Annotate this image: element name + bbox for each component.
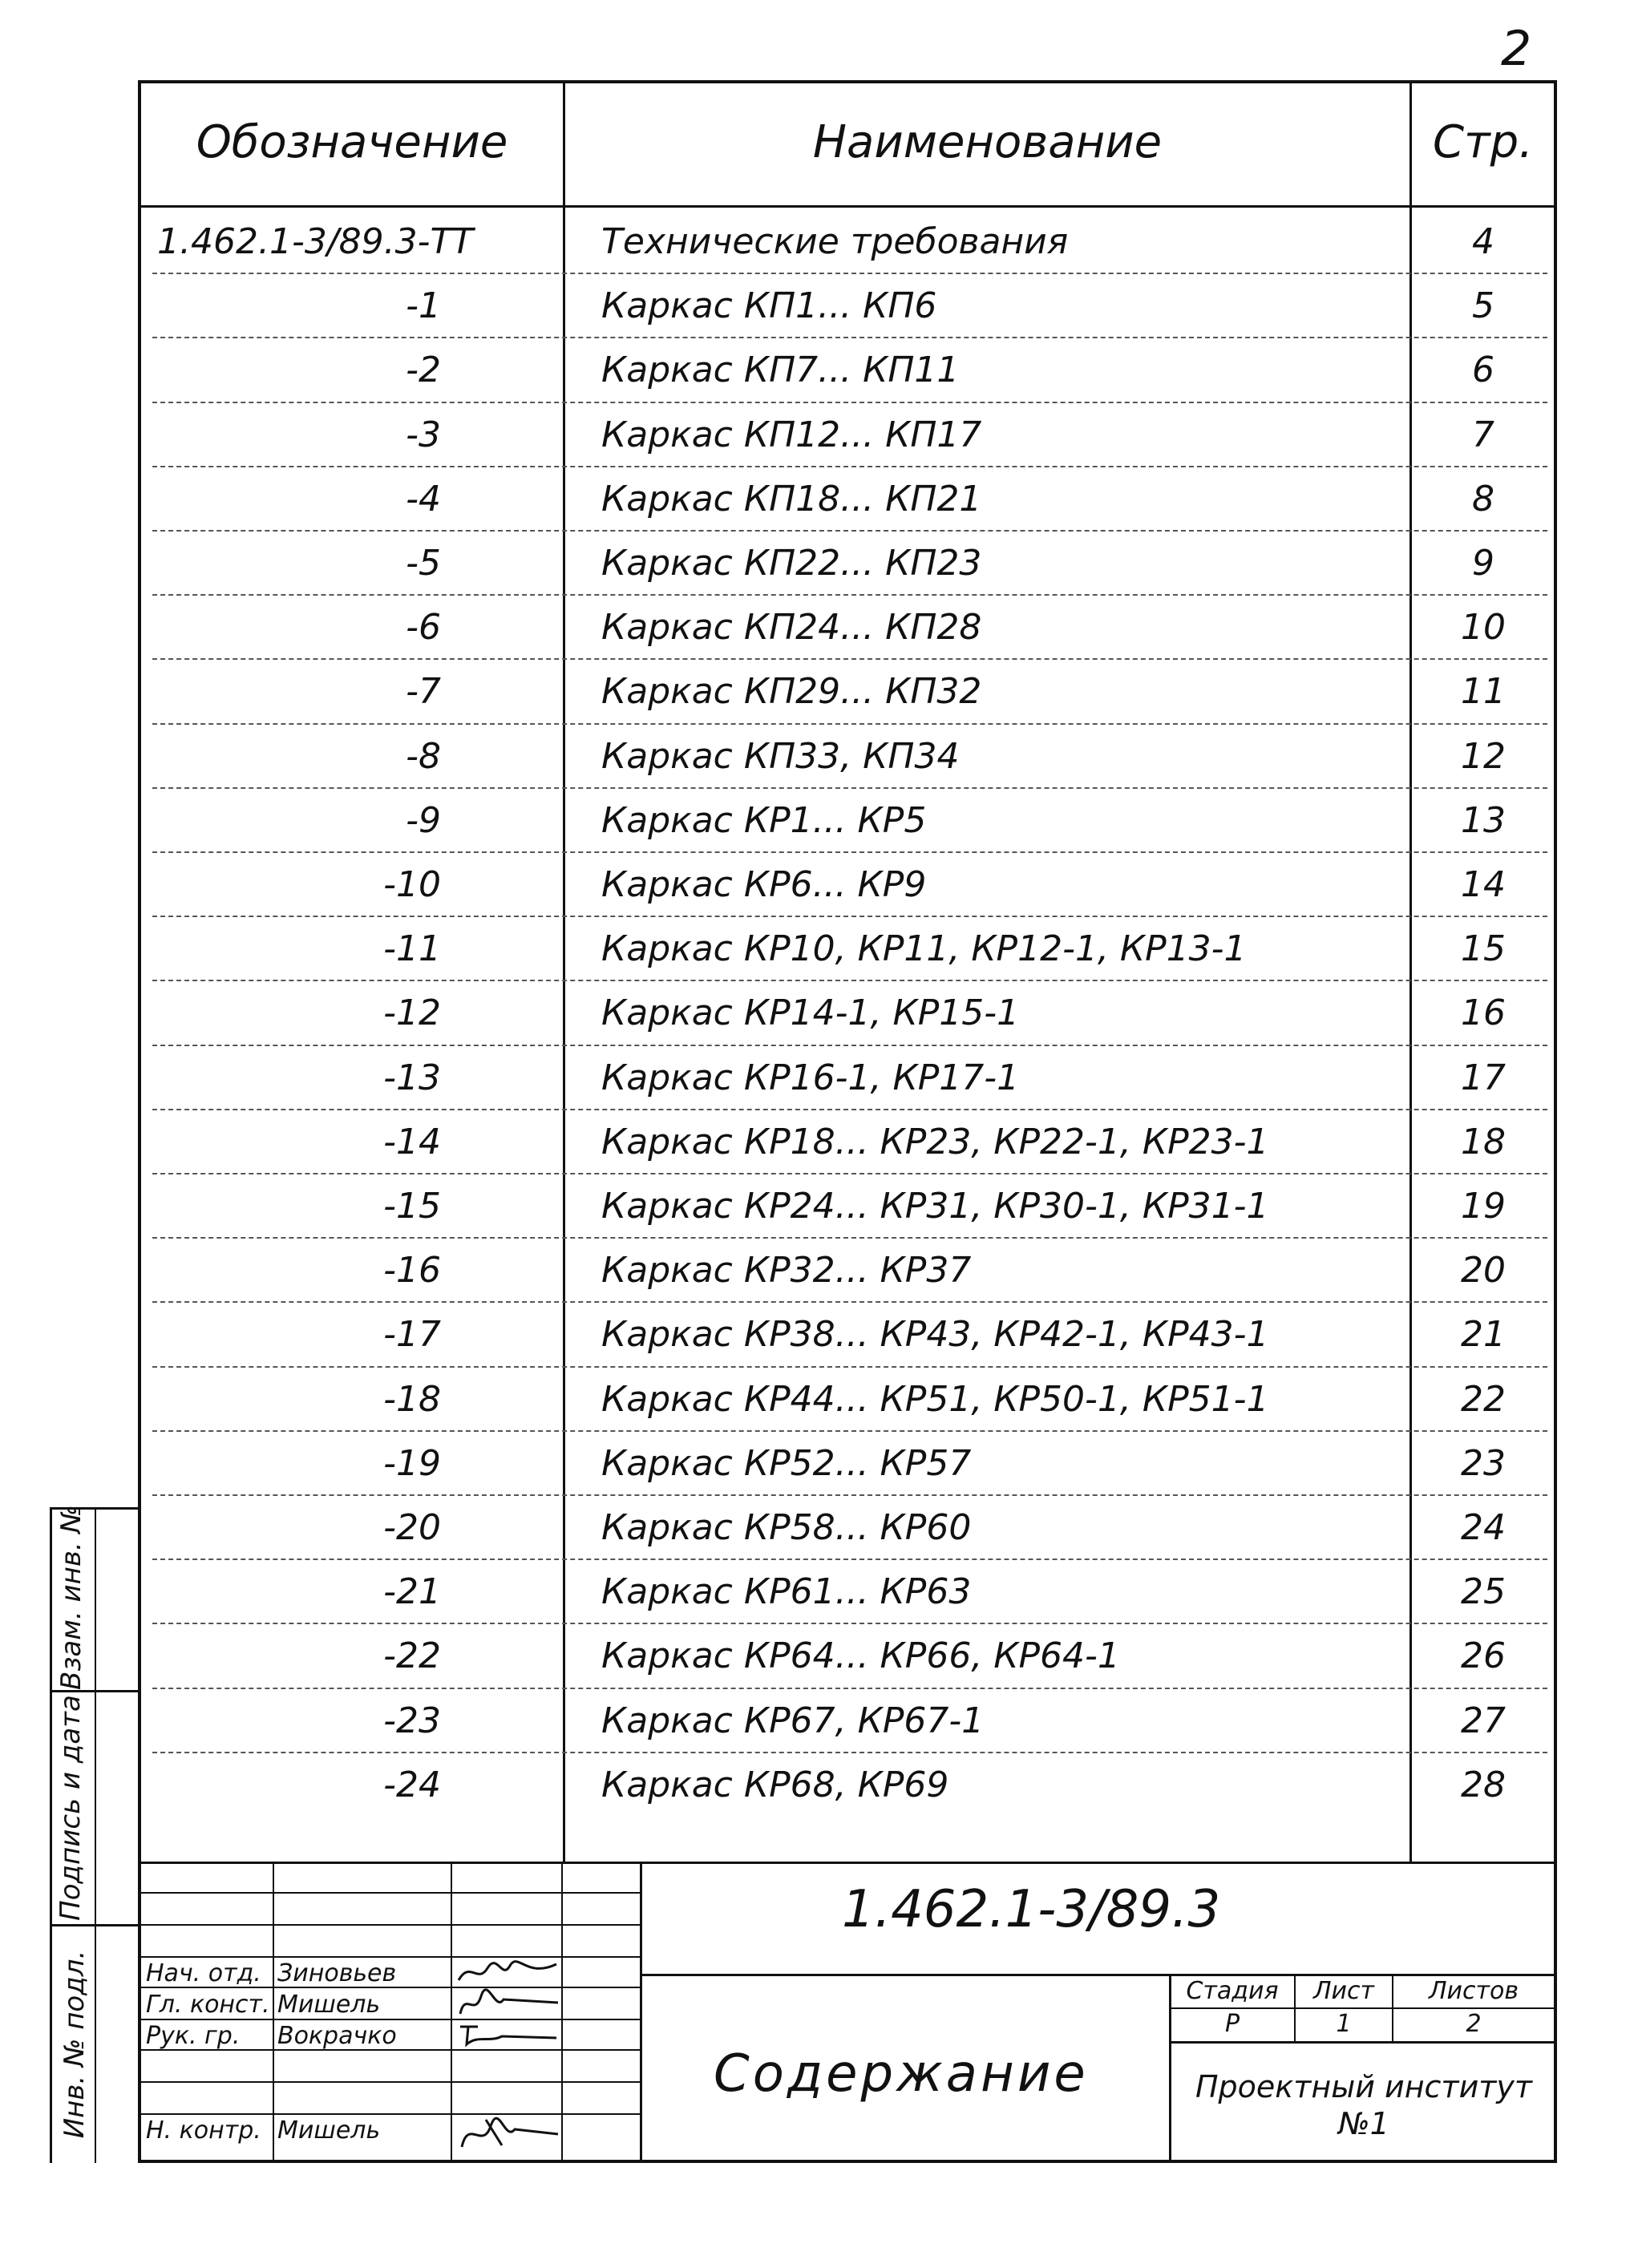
row-code: -24 — [383, 1764, 441, 1805]
row-separator — [152, 980, 1547, 981]
page-number: 2 — [1501, 21, 1532, 77]
stage-value: Р — [1224, 2010, 1240, 2038]
row-separator — [152, 723, 1547, 725]
row-page: 18 — [1461, 1121, 1506, 1162]
row-name: Каркас КР24... КР31, КР30-1, КР31-1 — [601, 1186, 1269, 1227]
row-code: -2 — [406, 350, 441, 391]
row-code: -17 — [383, 1314, 441, 1356]
row-code: -16 — [383, 1250, 441, 1292]
doc-title: Содержание — [714, 2044, 1089, 2104]
row-page: 12 — [1461, 735, 1506, 777]
row-name: Каркас КП22... КП23 — [601, 543, 982, 584]
row-page: 21 — [1461, 1314, 1506, 1356]
person-4: Мишель — [277, 2116, 381, 2145]
row-code: -12 — [383, 993, 441, 1034]
row-page: 15 — [1461, 928, 1506, 970]
row-separator — [152, 1366, 1547, 1368]
row-page: 16 — [1461, 993, 1506, 1034]
row-separator — [152, 273, 1547, 274]
row-page: 27 — [1461, 1700, 1506, 1741]
row-page: 9 — [1472, 543, 1494, 584]
row-name: Каркас КР32... КР37 — [601, 1250, 972, 1292]
row-page: 14 — [1461, 864, 1506, 905]
row-separator — [152, 1494, 1547, 1496]
row-page: 25 — [1461, 1571, 1506, 1613]
signature-3 — [454, 2019, 561, 2051]
row-code: -22 — [383, 1635, 441, 1677]
row-page: 26 — [1461, 1635, 1506, 1677]
row-name: Каркас КР67, КР67-1 — [601, 1700, 985, 1741]
signature-2 — [454, 1988, 561, 2020]
side-label-inv-podl: Инв. № подл. — [59, 1950, 91, 2139]
row-code: -11 — [383, 928, 441, 970]
row-page: 17 — [1461, 1057, 1506, 1098]
row-code: -19 — [383, 1442, 441, 1484]
organization: Проектный институт №1 — [1195, 2069, 1533, 2141]
header-name: Наименование — [812, 116, 1163, 168]
row-separator — [152, 1301, 1547, 1303]
row-name: Каркас КП12... КП17 — [601, 414, 982, 455]
row-name: Каркас КР52... КР57 — [601, 1442, 972, 1484]
row-name: Каркас КП33, КП34 — [601, 735, 960, 777]
row-code: -6 — [406, 607, 441, 649]
row-name: Каркас КР10, КР11, КР12-1, КР13-1 — [601, 928, 1247, 970]
row-code: -7 — [406, 671, 441, 713]
row-separator — [152, 1173, 1547, 1174]
row-name: Каркас КР14-1, КР15-1 — [601, 993, 1020, 1034]
row-page: 6 — [1472, 350, 1494, 391]
row-page: 13 — [1461, 799, 1506, 841]
row-separator — [152, 530, 1547, 532]
row-code: -18 — [383, 1378, 441, 1420]
row-page: 22 — [1461, 1378, 1506, 1420]
role-2: Гл. конст. — [146, 1991, 270, 2019]
row-name: Каркас КР68, КР69 — [601, 1764, 949, 1805]
row-code: -21 — [383, 1571, 441, 1613]
sheet-label: Лист — [1312, 1977, 1375, 2005]
row-code: -10 — [383, 864, 441, 905]
row-name: Каркас КР61... КР63 — [601, 1571, 972, 1613]
row-name: Каркас КП1... КП6 — [601, 285, 937, 327]
row-name: Каркас КП29... КП32 — [601, 671, 982, 713]
row-separator — [152, 402, 1547, 403]
row-name: Каркас КР38... КР43, КР42-1, КР43-1 — [601, 1314, 1269, 1356]
sheets-value: 2 — [1466, 2010, 1482, 2038]
row-name: Каркас КР1... КР5 — [601, 799, 927, 841]
row-page: 11 — [1461, 671, 1506, 713]
row-separator — [152, 1045, 1547, 1046]
signature-1 — [454, 1956, 561, 1988]
header-page: Стр. — [1432, 116, 1534, 168]
row-separator — [152, 916, 1547, 917]
row-separator — [152, 658, 1547, 660]
row-separator — [152, 466, 1547, 467]
row-separator — [152, 337, 1547, 338]
row-separator — [152, 1237, 1547, 1239]
role-3: Рук. гр. — [146, 2022, 241, 2050]
sheets-label: Листов — [1428, 1977, 1519, 2005]
row-separator — [152, 1752, 1547, 1753]
row-page: 20 — [1461, 1250, 1506, 1292]
row-name: Каркас КП7... КП11 — [601, 350, 960, 391]
sheet-value: 1 — [1336, 2010, 1352, 2038]
side-label-podpis-data: Подпись и дата — [55, 1695, 87, 1921]
row-code: -13 — [383, 1057, 441, 1098]
doc-number: 1.462.1-3/89.3 — [842, 1880, 1221, 1939]
row-page: 5 — [1472, 285, 1494, 327]
row-code: -20 — [383, 1507, 441, 1548]
row-page: 8 — [1472, 478, 1494, 519]
row-name: Каркас КР64... КР66, КР64-1 — [601, 1635, 1120, 1677]
row-code: 1.462.1-3/89.3-ТТ — [157, 221, 474, 262]
row-name: Каркас КР18... КР23, КР22-1, КР23-1 — [601, 1121, 1269, 1162]
signature-4 — [454, 2110, 561, 2155]
row-code: -9 — [406, 799, 441, 841]
row-separator — [152, 1558, 1547, 1560]
row-separator — [152, 1109, 1547, 1110]
row-page: 19 — [1461, 1186, 1506, 1227]
row-name: Каркас КР16-1, КР17-1 — [601, 1057, 1020, 1098]
row-name: Каркас КП24... КП28 — [601, 607, 982, 649]
role-1: Нач. отд. — [146, 1959, 261, 1987]
row-code: -15 — [383, 1186, 441, 1227]
row-name: Каркас КР44... КР51, КР50-1, КР51-1 — [601, 1378, 1269, 1420]
row-page: 10 — [1461, 607, 1506, 649]
row-name: Каркас КР58... КР60 — [601, 1507, 972, 1548]
person-3: Вокрачко — [277, 2022, 397, 2050]
row-separator — [152, 787, 1547, 789]
row-separator — [152, 1623, 1547, 1624]
row-page: 4 — [1472, 221, 1494, 262]
row-name: Каркас КР6... КР9 — [601, 864, 927, 905]
row-code: -3 — [406, 414, 441, 455]
row-page: 24 — [1461, 1507, 1506, 1548]
row-page: 23 — [1461, 1442, 1506, 1484]
header-designation: Обозначение — [196, 116, 508, 168]
person-2: Мишель — [277, 1991, 381, 2019]
row-name: Технические требования — [601, 221, 1069, 262]
row-code: -14 — [383, 1121, 441, 1162]
row-code: -1 — [406, 285, 441, 327]
row-code: -23 — [383, 1700, 441, 1741]
row-code: -4 — [406, 478, 441, 519]
row-page: 7 — [1472, 414, 1494, 455]
row-code: -8 — [406, 735, 441, 777]
row-separator — [152, 1430, 1547, 1432]
row-separator — [152, 851, 1547, 853]
stage-label: Стадия — [1186, 1977, 1279, 2005]
row-code: -5 — [406, 543, 441, 584]
role-4: Н. контр. — [146, 2116, 261, 2145]
side-label-vzam-inv: Взам. инв. № — [55, 1505, 87, 1690]
person-1: Зиновьев — [277, 1959, 397, 1987]
row-separator — [152, 1688, 1547, 1689]
row-page: 28 — [1461, 1764, 1506, 1805]
row-name: Каркас КП18... КП21 — [601, 478, 982, 519]
row-separator — [152, 594, 1547, 596]
